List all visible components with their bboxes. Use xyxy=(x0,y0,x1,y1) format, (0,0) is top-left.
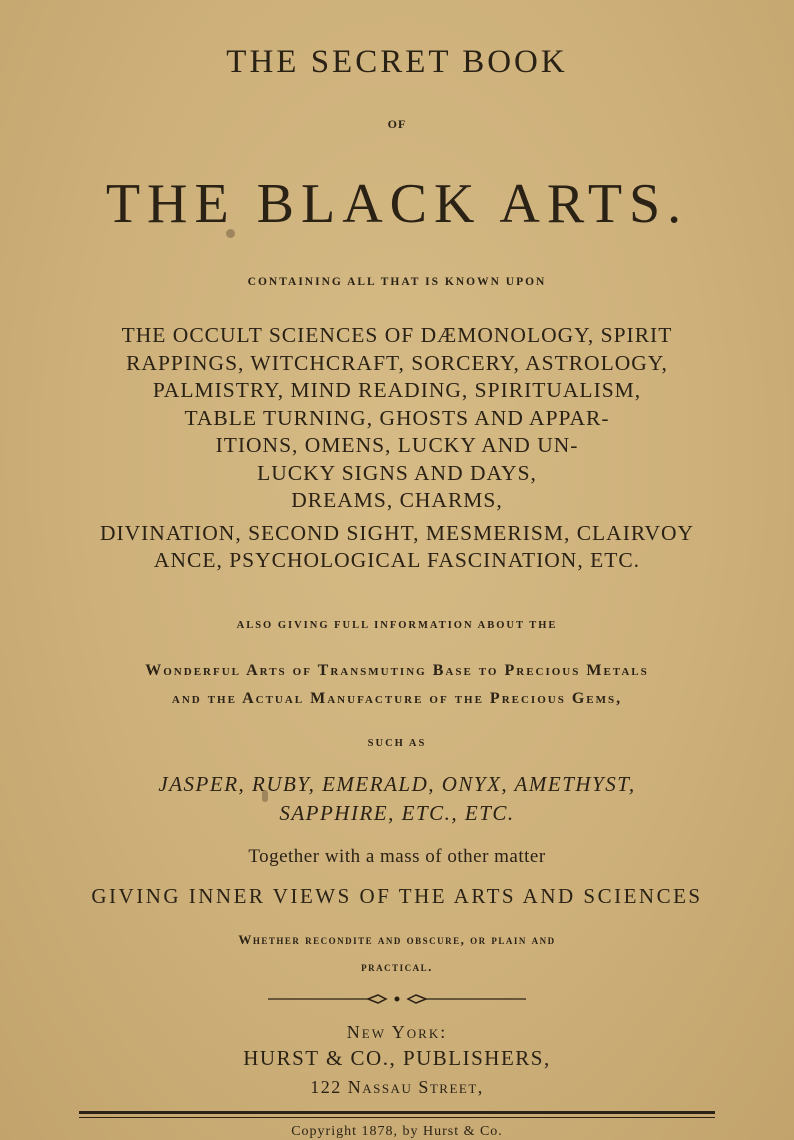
practical-line: practical. xyxy=(361,959,433,974)
such-as-line: SUCH AS xyxy=(367,738,427,749)
publisher-address: 122 Nassau Street, xyxy=(310,1077,484,1097)
occult-line: RAPPINGS, WITCHCRAFT, SORCERY, ASTROLOGY, xyxy=(126,350,668,375)
title-line-secret-book: THE SECRET BOOK xyxy=(226,44,568,80)
giving-inner-views-line: GIVING INNER VIEWS OF THE ARTS AND SCIENCES xyxy=(91,884,703,908)
containing-subtitle: CONTAINING ALL THAT IS KNOWN UPON xyxy=(247,276,547,288)
title-line-black-arts: THE BLACK ARTS. xyxy=(105,173,689,235)
occult-line: ANCE, PSYCHOLOGICAL FASCINATION, ETC. xyxy=(153,548,641,572)
ornament-divider xyxy=(268,991,526,1007)
together-line: Together with a mass of other matter xyxy=(248,846,546,867)
occult-line: ITIONS, OMENS, LUCKY AND UN- xyxy=(215,433,579,457)
publisher-name: HURST & CO., PUBLISHERS, xyxy=(243,1046,551,1070)
ink-blot xyxy=(262,790,268,802)
title-of: OF xyxy=(387,117,407,131)
footer-rule-thin xyxy=(79,1117,715,1118)
also-giving-line: ALSO GIVING FULL INFORMATION ABOUT THE xyxy=(236,620,558,631)
wonderful-arts-line: Wonderful Arts of Transmuting Base to Precious Metals xyxy=(145,662,649,679)
copyright-line: Copyright 1878, by Hurst & Co. xyxy=(291,1124,503,1139)
publisher-city: New York: xyxy=(346,1022,448,1042)
occult-sciences-list xyxy=(0,322,794,575)
manufacture-line: and the Actual Manufacture of the Precious Gems, xyxy=(171,690,623,707)
occult-line: PALMISTRY, MIND READING, SPIRITUALISM, xyxy=(152,378,642,402)
gems-line-2: SAPPHIRE, ETC., ETC. xyxy=(279,801,515,825)
occult-line: DREAMS, CHARMS, xyxy=(291,488,503,512)
gems-line-1: JASPER, RUBY, EMERALD, ONYX, AMETHYST, xyxy=(158,772,636,796)
occult-line: TABLE TURNING, GHOSTS AND APPAR- xyxy=(184,405,610,430)
occult-line: DIVINATION, SECOND SIGHT, MESMERISM, CLAIRVOY xyxy=(99,520,695,545)
footer-rule-thick xyxy=(79,1111,715,1114)
occult-line: THE OCCULT SCIENCES OF DÆMONOLOGY, SPIRIT xyxy=(121,323,673,347)
ink-blot xyxy=(226,229,235,238)
whether-line: Whether recondite and obscure, or plain and xyxy=(238,932,556,947)
occult-line: LUCKY SIGNS AND DAYS, xyxy=(257,460,537,485)
